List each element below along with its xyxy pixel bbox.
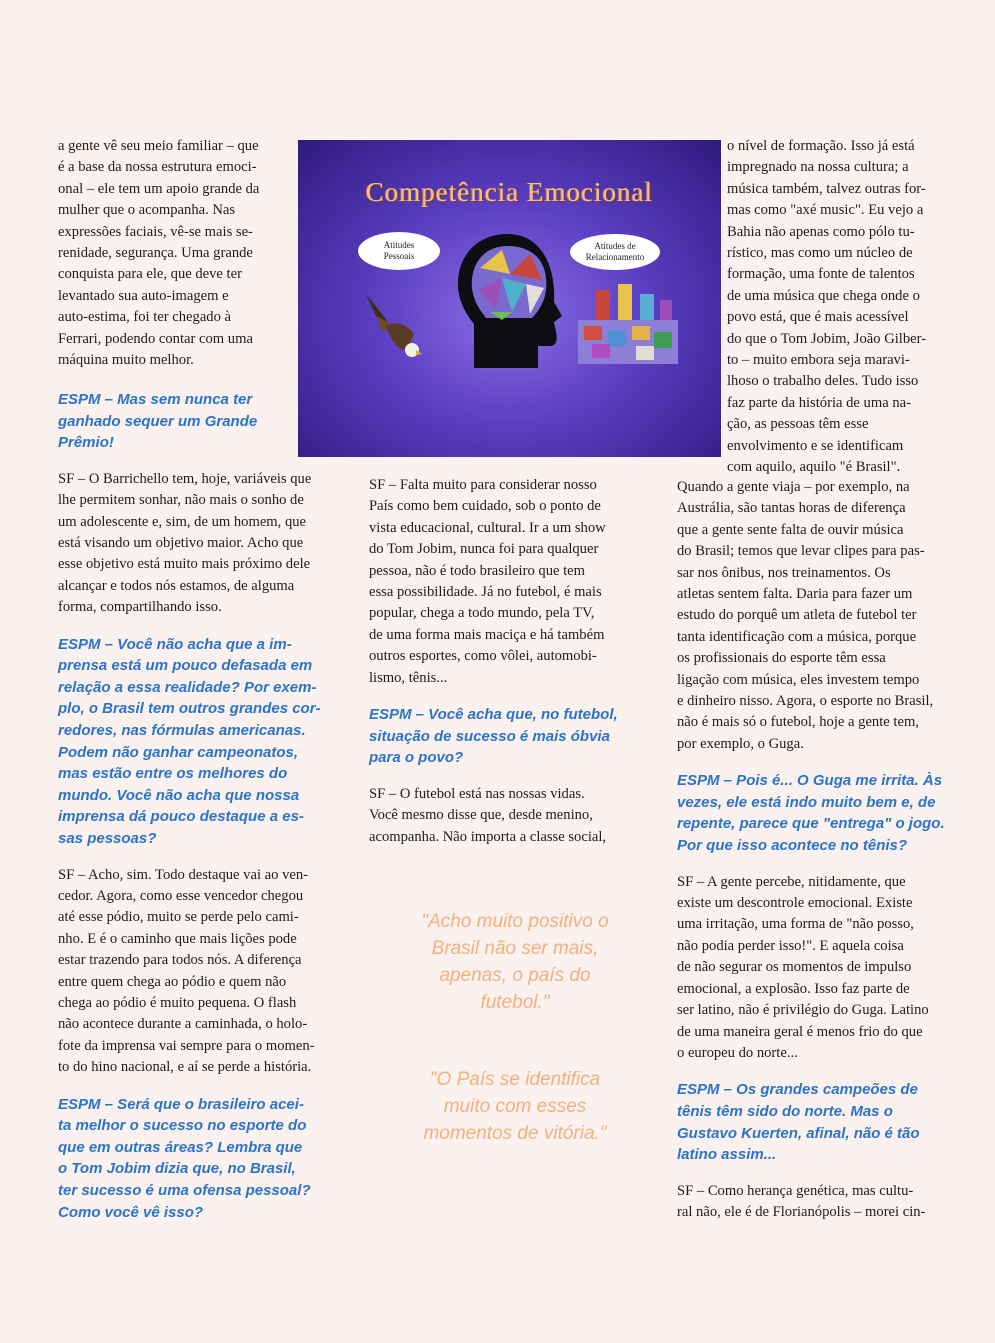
- paragraph: o nível de formação. Isso já está impregnado na nossa cultura; a música também, talvez outras for- mas como "axé music". Eu vejo a Bahia não apenas como pólo tu- rístico, mas como um núcleo de formação, uma fonte de talentos de uma música que chega onde o povo está, que é mais acessível do que o Tom Jobim, João Gilber- to – muito embora seja maravi- lhoso o trabalho deles. Tudo isso faz parte da história de uma na- ção, as pessoas têm esse envolvimento e se identificam com aquilo, aquilo "é Brasil".: [727, 138, 927, 476]
- column-3-top: [727, 136, 955, 479]
- oval-label-left: Atitudes Pessoais: [358, 232, 440, 270]
- column-2: [369, 475, 647, 848]
- paragraph: SF – Falta muito para considerar nosso País como bem cuidado, sob o ponto de vista educacional, cultural. Ir a um show do Tom Jobim, nunca foi para qualquer pessoa, não é todo brasileiro que tem essa possibilidade. Já no futebol, é mais popular, chega a todo mundo, pela TV, de uma forma mais maciça e há também outros esportes, como vôlei, automobi- lismo, tênis...: [369, 477, 606, 686]
- column-1: [58, 136, 292, 371]
- interviewer-question: ESPM – Será que o brasileiro acei- ta melhor o sucesso no esporte do que em outras áreas? Lembra que o Tom Jobim dizia que, no Brasil, ter sucesso é uma ofensa pessoal? Como você vê isso?: [58, 1095, 311, 1221]
- interviewer-question: ESPM – Você acha que, no futebol, situação de sucesso é mais óbvia para o povo?: [369, 706, 618, 767]
- competencia-emocional-figure: [298, 140, 721, 457]
- figure-title: Competência Emocional: [365, 177, 654, 207]
- eagle-icon: [362, 288, 432, 368]
- paragraph: SF – Como herança genética, mas cultu- ral não, ele é de Florianópolis – morei cin-: [677, 1182, 926, 1221]
- interviewer-question: ESPM – Mas sem nunca ter ganhado sequer um Grande Prêmio!: [58, 391, 258, 452]
- interviewer-question: ESPM – Pois é... O Guga me irrita. Às vezes, ele está indo muito bem e, de repente, parece que "entrega" o jogo. Por que isso acontece no tênis?: [677, 772, 945, 855]
- paragraph: Quando a gente viaja – por exemplo, na Austrália, são tantas horas de diferença que a gente sente falta de ouvir música do Brasil; temos que levar clipes para pas- sar nos ônibus, nos treinamentos. Os atletas sentem falta. Daria para fazer um estudo do porquê um atleta de futebol ter tanta identificação com a música, porque os profissionais do esporte têm essa ligação com música, eles investem tempo e dinheiro nisso. Agora, o esporte no Brasil, não é mais só o futebol, hoje a gente tem, por exemplo, o Guga.: [677, 479, 934, 752]
- pull-quote: "O País se identifica muito com esses momentos de vitória.": [423, 1069, 607, 1144]
- column-1-lower: [58, 389, 338, 1223]
- pull-quote: "Acho muito positivo o Brasil não ser mais, apenas, o país do futebol.": [421, 911, 609, 1013]
- paragraph: SF – O Barrichello tem, hoje, variáveis que lhe permitem sonhar, não mais o sonho de um adolescente e, sim, de um homem, que está visando um objetivo maior. Acho que esse objetivo está muito mais próximo dele alcançar e todos nós estamos, de alguma forma, compartilhando isso.: [58, 470, 312, 616]
- oval-label-right: Atitudes de Relacionamento: [570, 234, 660, 270]
- interviewer-question: ESPM – Você não acha que a im- prensa está um pouco defasada em relação a essa realidade? Por exem- plo, o Brasil tem outros grandes cor- redores, nas fórmulas americanas. Podem não ganhar campeonatos, mas estão entre os melhores do mundo. Você não acha que nossa imprensa dá pouco destaque a es- sas pessoas?: [58, 635, 321, 847]
- paragraph: SF – Acho, sim. Todo destaque vai ao ven- cedor. Agora, como esse vencedor chegou até esse pódio, muito se perde pelo cami- nho. E é o caminho que mais lições pode estar trazendo para todos nós. A diferença entre quem chega ao pódio e quem não chega ao pódio é muito pequena. O flash não acontece durante a caminhada, o holo- fote da imprensa vai sempre para o momen- to do hino nacional, e aí se perde a história.: [58, 866, 315, 1076]
- paragraph: a gente vê seu meio familiar – que é a base da nossa estrutura emoci- onal – ele tem um apoio grande da mulher que o acompanha. Nas expressões faciais, vê-se mais se- renidade, segurança. Uma grande conquista para ele, que deve ter levantado sua auto-imagem e auto-estima, foi ter chegado à Ferrari, podendo contar com uma máquina muito melhor.: [58, 138, 260, 369]
- paragraph: SF – A gente percebe, nitidamente, que existe um descontrole emocional. Existe uma irritação, uma forma de "não posso, não podia perder isso!". E aquela coisa de não segurar os momentos de impulso emocional, a explosão. Isso faz parte de ser latino, não é privilégio do Guga. Latino de uma maneira geral é menos frio do que o europeu do norte...: [677, 873, 929, 1061]
- head-mosaic-icon: [450, 228, 570, 378]
- interviewer-question: ESPM – Os grandes campeões de tênis têm sido do norte. Mas o Gustavo Kuerten, afinal, não é tão latino assim...: [677, 1081, 920, 1164]
- building-blocks-icon: [574, 280, 684, 370]
- column-3: [677, 477, 955, 1224]
- paragraph: SF – O futebol está nas nossas vidas. Você mesmo disse que, desde menino, acompanha. Não importa a classe social,: [369, 785, 607, 845]
